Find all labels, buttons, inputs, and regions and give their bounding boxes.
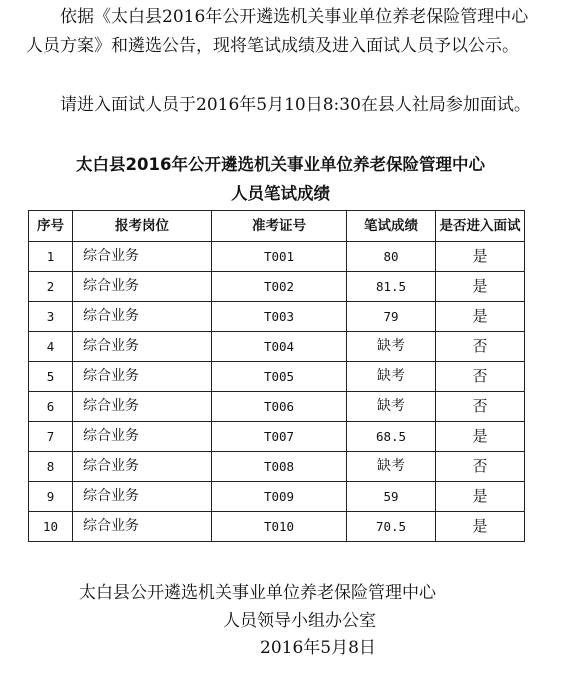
table-row: [29, 482, 525, 512]
cell-ticket: T010: [212, 512, 347, 542]
scores-table: [28, 210, 525, 542]
cell-position: 综合业务: [73, 242, 212, 272]
signature-date: 2016年5月8日: [260, 638, 376, 658]
cell-position: 综合业务: [73, 272, 212, 302]
cell-score: 缺考: [347, 452, 436, 482]
cell-position: 综合业务: [73, 362, 212, 392]
cell-score: 79: [347, 302, 436, 332]
cell-position: 综合业务: [73, 332, 212, 362]
cell-seq: 10: [29, 512, 73, 542]
table-body: [29, 242, 525, 542]
table-row: [29, 332, 525, 362]
cell-interview: 否: [436, 392, 525, 422]
cell-score: 81.5: [347, 272, 436, 302]
cell-ticket: T003: [212, 302, 347, 332]
cell-interview: 是: [436, 482, 525, 512]
cell-score: 70.5: [347, 512, 436, 542]
cell-seq: 4: [29, 332, 73, 362]
header-seq: 序号: [29, 211, 73, 242]
notice-paragraph-1: [26, 3, 538, 61]
table-row: [29, 512, 525, 542]
cell-seq: 9: [29, 482, 73, 512]
cell-ticket: T007: [212, 422, 347, 452]
signature-org-line-1: 太白县公开遴选机关事业单位养老保险管理中心: [79, 583, 436, 603]
cell-ticket: T002: [212, 272, 347, 302]
cell-interview: 否: [436, 362, 525, 392]
cell-seq: 8: [29, 452, 73, 482]
cell-seq: 5: [29, 362, 73, 392]
cell-ticket: T009: [212, 482, 347, 512]
cell-seq: 2: [29, 272, 73, 302]
cell-ticket: T005: [212, 362, 347, 392]
cell-interview: 是: [436, 512, 525, 542]
cell-interview: 是: [436, 302, 525, 332]
cell-seq: 6: [29, 392, 73, 422]
table-title-line-2: 人员笔试成绩: [231, 184, 330, 203]
cell-position: 综合业务: [73, 422, 212, 452]
cell-position: 综合业务: [73, 302, 212, 332]
table-title-line-1: 太白县2016年公开遴选机关事业单位养老保险管理中心: [76, 155, 485, 174]
cell-interview: 是: [436, 242, 525, 272]
cell-ticket: T006: [212, 392, 347, 422]
table-row: [29, 392, 525, 422]
table-row: [29, 422, 525, 452]
cell-position: 综合业务: [73, 452, 212, 482]
header-ticket: 准考证号: [212, 211, 347, 242]
header-position: 报考岗位: [73, 211, 212, 242]
table-row: [29, 242, 525, 272]
header-interview: 是否进入面试: [436, 211, 525, 242]
cell-interview: 是: [436, 272, 525, 302]
cell-score: 缺考: [347, 332, 436, 362]
cell-position: 综合业务: [73, 392, 212, 422]
cell-ticket: T008: [212, 452, 347, 482]
table-row: [29, 362, 525, 392]
cell-score: 80: [347, 242, 436, 272]
cell-ticket: T001: [212, 242, 347, 272]
cell-score: 缺考: [347, 392, 436, 422]
table-row: [29, 302, 525, 332]
cell-position: 综合业务: [73, 512, 212, 542]
cell-seq: 1: [29, 242, 73, 272]
table-row: [29, 452, 525, 482]
header-score: 笔试成绩: [347, 211, 436, 242]
cell-interview: 是: [436, 422, 525, 452]
table-row: [29, 272, 525, 302]
notice-paragraph-2-text: 请进入面试人员于2016年5月10日8:30在县人社局参加面试。: [60, 95, 531, 115]
signature-org-line-2: 人员领导小组办公室: [223, 611, 376, 631]
cell-score: 缺考: [347, 362, 436, 392]
cell-position: 综合业务: [73, 482, 212, 512]
cell-ticket: T004: [212, 332, 347, 362]
cell-seq: 3: [29, 302, 73, 332]
cell-seq: 7: [29, 422, 73, 452]
notice-paragraph-1-text: 依据《太白县2016年公开遴选机关事业单位养老保险管理中心人员方案》和遴选公告，现将笔试成绩及进入面试人员予以公示。: [26, 7, 529, 56]
cell-interview: 否: [436, 452, 525, 482]
table-header-row: [29, 211, 525, 242]
cell-interview: 否: [436, 332, 525, 362]
notice-paragraph-2: [26, 91, 538, 120]
cell-score: 59: [347, 482, 436, 512]
cell-score: 68.5: [347, 422, 436, 452]
